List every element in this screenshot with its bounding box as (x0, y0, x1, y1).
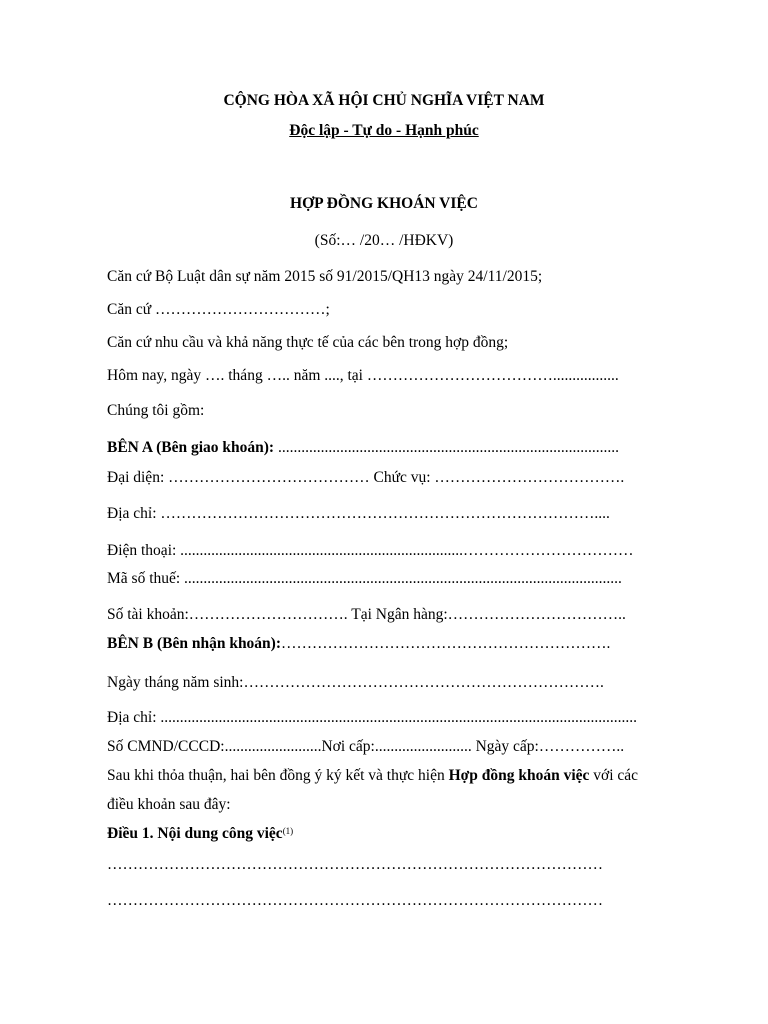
article-1-title: Điều 1. Nội dung công việc (107, 825, 283, 842)
basis-other: Căn cứ ……………………………; (107, 301, 330, 318)
agreement-continuation: điều khoản sau đây: (107, 796, 231, 813)
we-are-line: Chúng tôi gồm: (107, 402, 205, 419)
contract-number: (Số:… /20… /HĐKV) (314, 232, 454, 249)
party-a-tax-code: Mã số thuế: ................................................................................................................. (107, 570, 622, 587)
party-a-phone: Điện thoại: .........................................................................…………………………… (107, 542, 634, 559)
nation-heading: CỘNG HÒA XÃ HỘI CHỦ NGHĨA VIỆT NAM (223, 92, 545, 109)
party-b-label: BÊN B (Bên nhận khoán): (107, 635, 282, 652)
party-a-account: Số tài khoản:…………………………. Tại Ngân hàng:…………………………….. (107, 606, 626, 623)
party-b-fill: ………………………………………………………. (281, 635, 611, 652)
basis-civil-code: Căn cứ Bộ Luật dân sự năm 2015 số 91/2015/QH13 ngày 24/11/2015; (107, 268, 543, 285)
article-1-heading (107, 824, 293, 844)
contract-title: HỢP ĐỒNG KHOÁN VIỆC (290, 195, 478, 212)
basis-needs: Căn cứ nhu cầu và khả năng thực tế của các bên trong hợp đồng; (107, 334, 509, 351)
party-b-heading (107, 634, 610, 654)
agreement-post: với các (589, 767, 639, 784)
motto (0, 121, 768, 141)
party-a-label: BÊN A (Bên giao khoán): (107, 439, 275, 456)
agreement-line (107, 766, 638, 786)
motto-text: Độc lập - Tự do - Hạnh phúc (289, 122, 479, 139)
agreement-bold: Hợp đồng khoán việc (448, 767, 590, 784)
party-b-id-card: Số CMND/CCCD:.........................Nơi cấp:......................... Ngày cấp:…………….. (107, 738, 625, 755)
party-b-birth-date: Ngày tháng năm sinh:……………………………………………………………. (107, 674, 604, 691)
agreement-pre: Sau khi thỏa thuận, hai bên đồng ý ký kết và thực hiện (107, 767, 449, 784)
party-a-fill: ........................................................................................ (274, 439, 619, 456)
party-a-address: Địa chỉ: ………………………………………………………………………….... (107, 505, 610, 522)
party-b-address: Địa chỉ: ........................................................................................................................... (107, 709, 637, 726)
article-1-fill-line: …………………………………………………………………………………… (107, 892, 603, 909)
party-a-representative: Đại diện: ………………………………… Chức vụ: ………………………………. (107, 469, 625, 486)
article-1-fill-line: …………………………………………………………………………………… (107, 856, 603, 873)
date-place-line: Hôm nay, ngày …. tháng ….. năm ...., tại ………………………………................. (107, 367, 619, 384)
article-1-footnote: (1) (282, 826, 294, 836)
party-a-heading (107, 438, 619, 458)
